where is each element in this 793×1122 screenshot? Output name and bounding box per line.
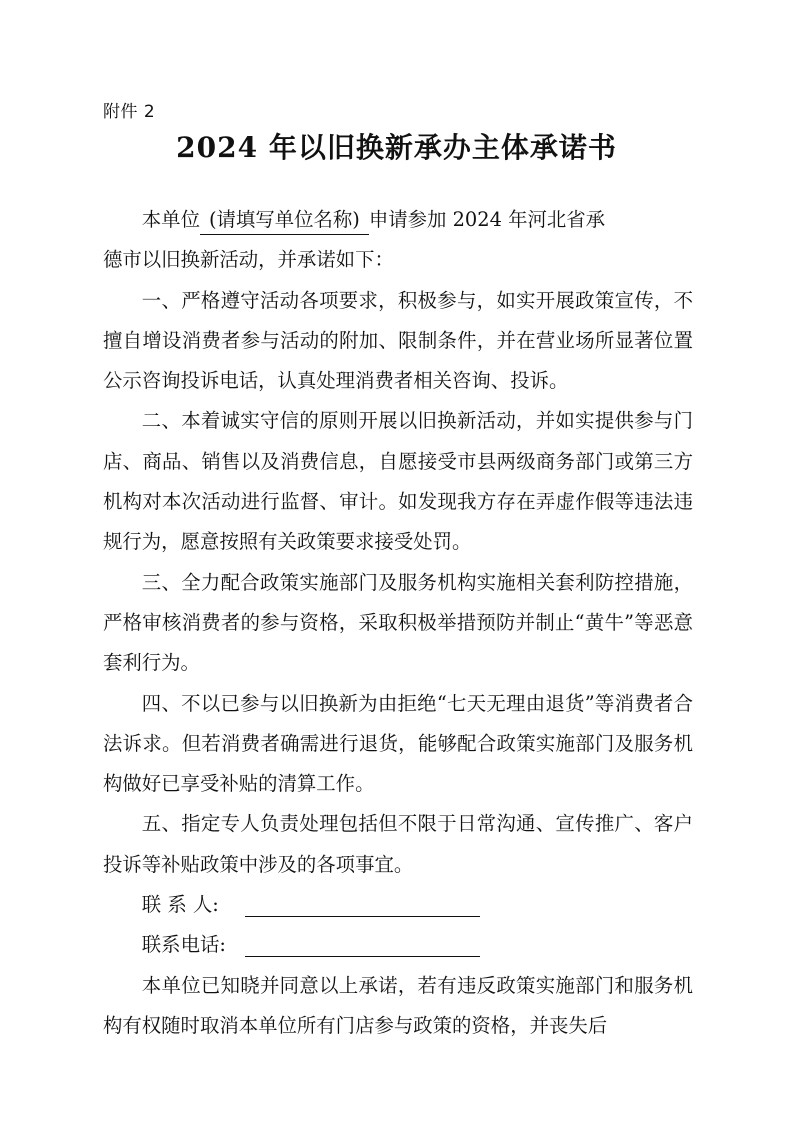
clause-5: 五、指定专人负责处理包括但不限于日常沟通、宣传推广、客户投诉等补贴政策中涉及的各项事宜。: [103, 812, 693, 876]
intro-prefix: 本单位: [141, 208, 200, 231]
clause-3: 三、全力配合政策实施部门及服务机构实施相关套利防控措施，严格审核消费者的参与资格，采取积极举措预防并制止“黄牛”等恶意套利行为。: [103, 570, 693, 675]
clause-4: 四、不以已参与以旧换新为由拒绝“七天无理由退货”等消费者合法诉求。但若消费者确需进行退货，能够配合政策实施部门及服务机构做好已享受补贴的清算工作。: [103, 691, 693, 796]
contact-phone-label: 联系电话:: [141, 933, 226, 957]
intro-line-1: [103, 200, 693, 240]
unit-name-hint: (请填写单位名称): [208, 208, 360, 231]
closing-paragraph: 本单位已知晓并同意以上承诺，若有违反政策实施部门和服务机构有权随时取消本单位所有门店参与政策的资格，并丧失后: [103, 973, 693, 1037]
contact-person-row: [103, 885, 693, 925]
attachment-label: 附件 2: [103, 102, 156, 122]
clause-1: 一、严格遵守活动各项要求，积极参与，如实开展政策宣传，不擅自增设消费者参与活动的附加、限制条件，并在营业场所显著位置公示咨询投诉电话，认真处理消费者相关咨询、投诉。: [103, 288, 693, 393]
document-title: 2024 年以旧换新承办主体承诺书: [176, 131, 617, 164]
contact-person-label: 联 系 人:: [141, 893, 219, 917]
contact-phone-row: [103, 925, 693, 965]
intro-suffix: 申请参加 2024 年河北省承: [368, 208, 606, 231]
intro-line-2: 德市以旧换新活动，并承诺如下：: [103, 248, 394, 272]
contact-phone-field[interactable]: [245, 955, 480, 957]
document-body: [103, 200, 693, 1046]
clause-2: 二、本着诚实守信的原则开展以旧换新活动，并如实提供参与门店、商品、销售以及消费信息，自愿接受市县两级商务部门或第三方机构对本次活动进行监督、审计。如发现我方存在弄虚作假等违法违规行为，愿意按照有关政策要求接受处罚。: [103, 409, 693, 554]
unit-name-blank[interactable]: [200, 206, 369, 235]
contact-person-field[interactable]: [245, 915, 480, 917]
